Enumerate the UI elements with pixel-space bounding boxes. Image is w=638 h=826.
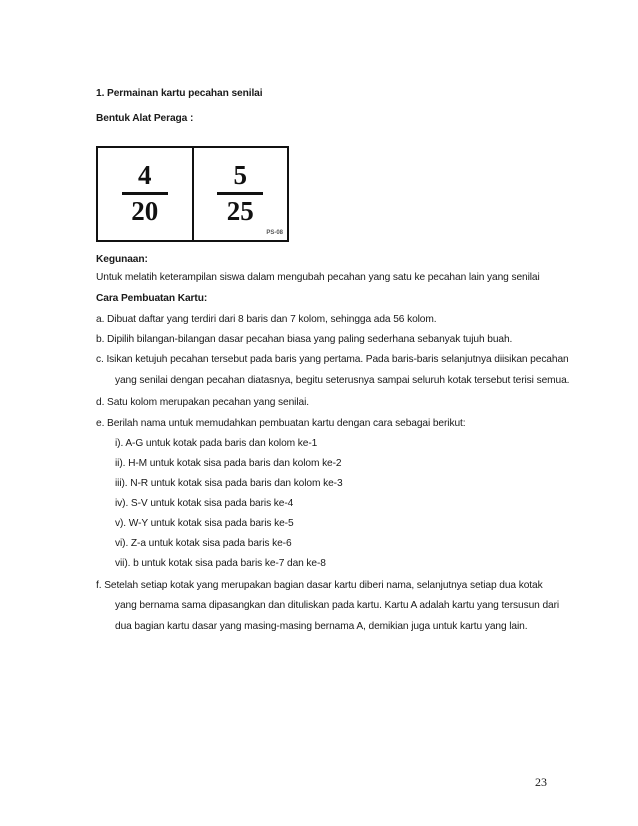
item-e-vii: vii). b untuk kotak sisa pada baris ke-7 dan ke-8: [115, 558, 326, 569]
cara-pembuatan-title: Cara Pembuatan Kartu:: [96, 293, 208, 304]
item-d: d. Satu kolom merupakan pecahan yang senilai.: [96, 397, 309, 408]
item-f-line3: dua bagian kartu dasar yang masing-masing bernama A, demikian juga untuk kartu yang lain.: [115, 621, 528, 632]
fraction-bar-right: [217, 192, 263, 195]
fraction-left: [98, 162, 192, 225]
kegunaan-text: Untuk melatih keterampilan siswa dalam mengubah pecahan yang satu ke pecahan lain yang senilai: [96, 272, 540, 283]
card-half-left: [98, 148, 192, 240]
item-e-vi: vi). Z-a untuk kotak sisa pada baris ke-6: [115, 538, 292, 549]
fraction-right-denominator: 25: [226, 196, 254, 226]
fraction-left-numerator: 4: [138, 160, 152, 190]
card-code: PS-08: [266, 230, 283, 236]
item-e-v: v). W-Y untuk kotak sisa pada baris ke-5: [115, 518, 294, 529]
card-half-right: [192, 148, 288, 240]
item-f-line2: yang bernama sama dipasangkan dan dituliskan pada kartu. Kartu A adalah kartu yang tersusun dari: [115, 600, 560, 611]
item-c-line2: yang senilai dengan pecahan diatasnya, begitu seterusnya sampai seluruh kotak tersebut terisi semua.: [115, 375, 570, 386]
item-c-line1: c. Isikan ketujuh pecahan tersebut pada baris yang pertama. Pada baris-baris selanjutnya diisikan pecahan: [96, 354, 569, 365]
item-e-ii: ii). H-M untuk kotak sisa pada baris dan kolom ke-2: [115, 458, 342, 469]
item-b: b. Dipilih bilangan-bilangan dasar pecahan biasa yang paling sederhana sebanyak tujuh buah.: [96, 334, 513, 345]
item-f-line1: f. Setelah setiap kotak yang merupakan bagian dasar kartu diberi nama, selanjutnya setiap dua kotak: [96, 580, 543, 591]
item-e-iii: iii). N-R untuk kotak sisa pada baris dan kolom ke-3: [115, 478, 343, 489]
item-e: e. Berilah nama untuk memudahkan pembuatan kartu dengan cara sebagai berikut:: [96, 418, 466, 429]
fraction-right: [194, 162, 288, 225]
fraction-bar-left: [122, 192, 168, 195]
item-e-i: i). A-G untuk kotak pada baris dan kolom ke-1: [115, 438, 318, 449]
subheading-alat-peraga: Bentuk Alat Peraga :: [96, 113, 194, 124]
fraction-card-figure: [96, 146, 289, 242]
item-a: a. Dibuat daftar yang terdiri dari 8 baris dan 7 kolom, sehingga ada 56 kolom.: [96, 314, 437, 325]
fraction-left-denominator: 20: [131, 196, 159, 226]
page-number: 23: [535, 775, 547, 789]
kegunaan-title: Kegunaan:: [96, 254, 148, 265]
item-e-iv: iv). S-V untuk kotak sisa pada baris ke-4: [115, 498, 294, 509]
section-heading: 1. Permainan kartu pecahan senilai: [96, 88, 263, 99]
fraction-right-numerator: 5: [233, 160, 247, 190]
